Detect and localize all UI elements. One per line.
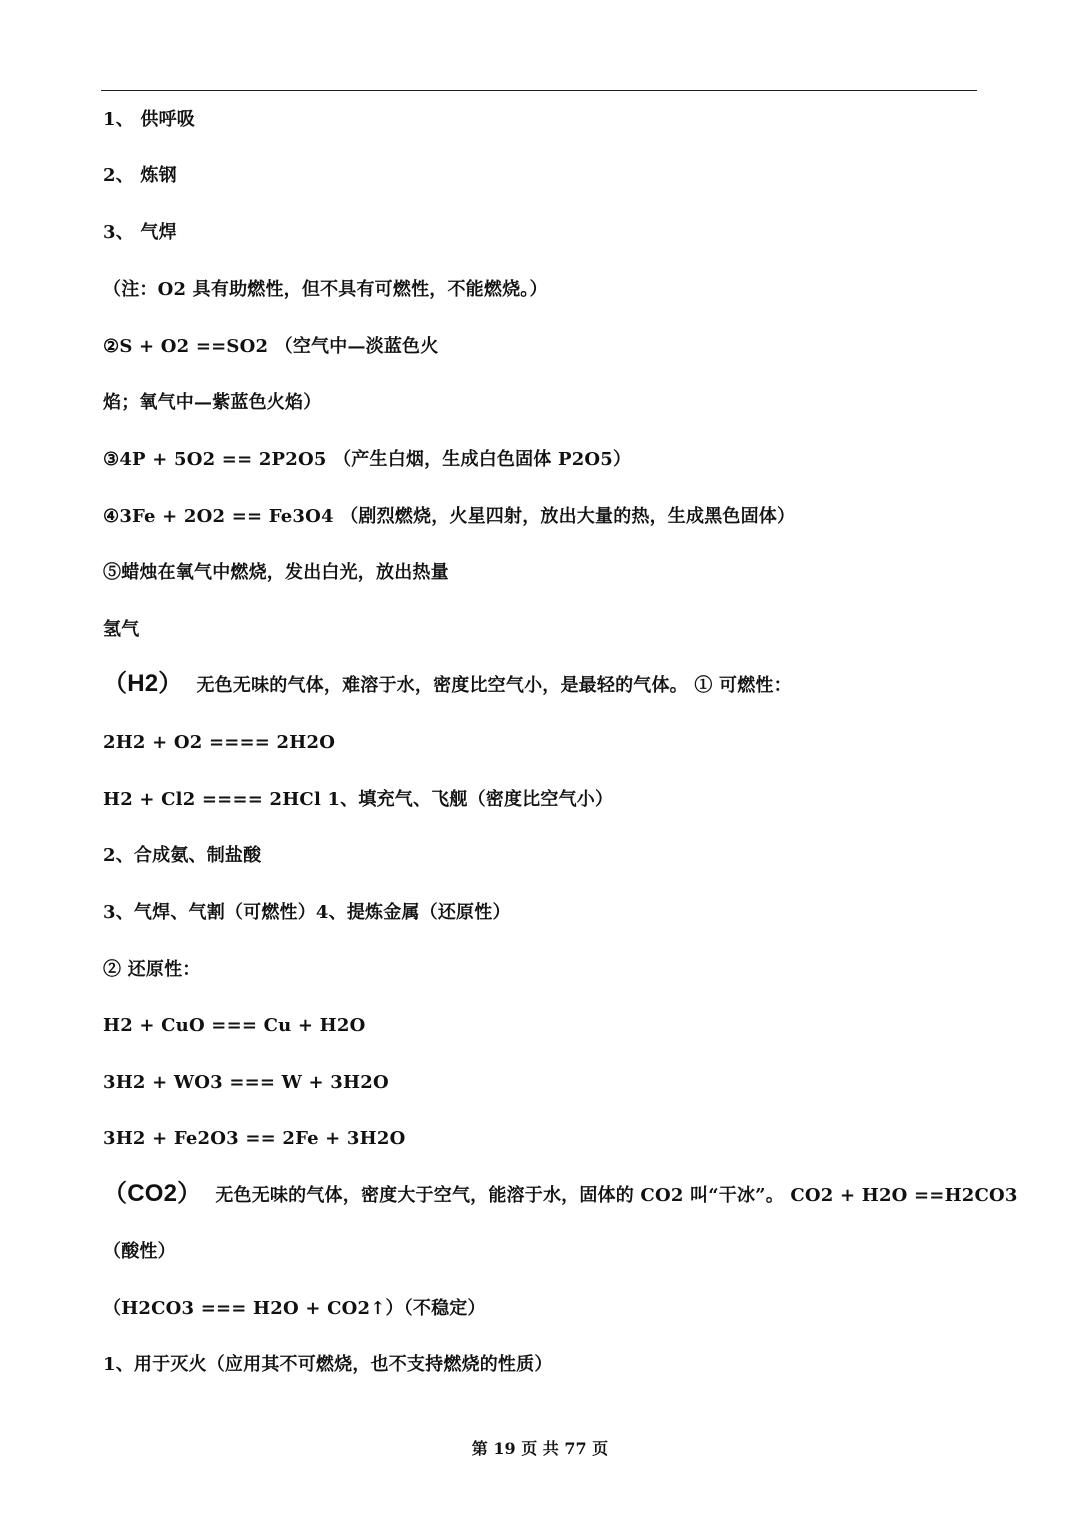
- text-line: 3H2 + Fe2O3 == 2Fe + 3H2O: [103, 1128, 406, 1149]
- text-line: ② 还原性：: [103, 959, 201, 980]
- h2-description: 无色无味的气体，难溶于水，密度比空气小，是最轻的气体。 ① 可燃性：: [196, 675, 792, 696]
- text-line: 3H2 + WO3 === W + 3H2O: [103, 1072, 389, 1093]
- h2-heading-line: [103, 672, 792, 698]
- text-line: 氢气: [103, 619, 140, 640]
- text-line: 焰；氧气中—紫蓝色火焰）: [103, 392, 322, 413]
- text-line: ②S + O2 ==SO2 （空气中—淡蓝色火: [103, 336, 439, 357]
- text-line: 2、 炼钢: [103, 165, 177, 186]
- text-line: H2 + CuO === Cu + H2O: [103, 1015, 366, 1036]
- text-line: ③4P + 5O2 == 2P2O5 （产生白烟，生成白色固体 P2O5）: [103, 449, 632, 470]
- text-line: 1、用于灭火（应用其不可燃烧，也不支持燃烧的性质）: [103, 1354, 553, 1375]
- co2-description: 无色无味的气体，密度大于空气，能溶于水，固体的 CO2 叫“干冰”。 CO2 + H2O ==H2CO3: [215, 1185, 1018, 1206]
- text-line: ⑤蜡烛在氧气中燃烧，发出白光，放出热量: [103, 562, 449, 583]
- text-line: 3、气焊、气割（可燃性）4、提炼金属（还原性）: [103, 902, 511, 923]
- text-line: 2H2 + O2 ==== 2H2O: [103, 732, 336, 753]
- text-line: 3、 气焊: [103, 222, 177, 243]
- co2-heading-line: [103, 1182, 1018, 1208]
- page-number: 第 19 页 共 77 页: [471, 1439, 609, 1458]
- text-line: ④3Fe + 2O2 == Fe3O4 （剧烈燃烧，火星四射，放出大量的热，生成黑色固体）: [103, 506, 796, 527]
- co2-label: （CO2）: [103, 1180, 202, 1207]
- header-rule: [101, 90, 977, 91]
- text-line: 2、合成氨、制盐酸: [103, 845, 262, 866]
- text-line: （注：O2 具有助燃性，但不具有可燃性，不能燃烧。）: [103, 279, 548, 300]
- h2-label: （H2）: [103, 670, 183, 697]
- text-line: H2 + Cl2 ==== 2HCl 1、填充气、飞舰（密度比空气小）: [103, 789, 614, 810]
- text-line: （H2CO3 === H2O + CO2↑）（不稳定）: [103, 1298, 486, 1319]
- text-line: 1、 供呼吸: [103, 109, 195, 130]
- text-line: （酸性）: [103, 1241, 176, 1262]
